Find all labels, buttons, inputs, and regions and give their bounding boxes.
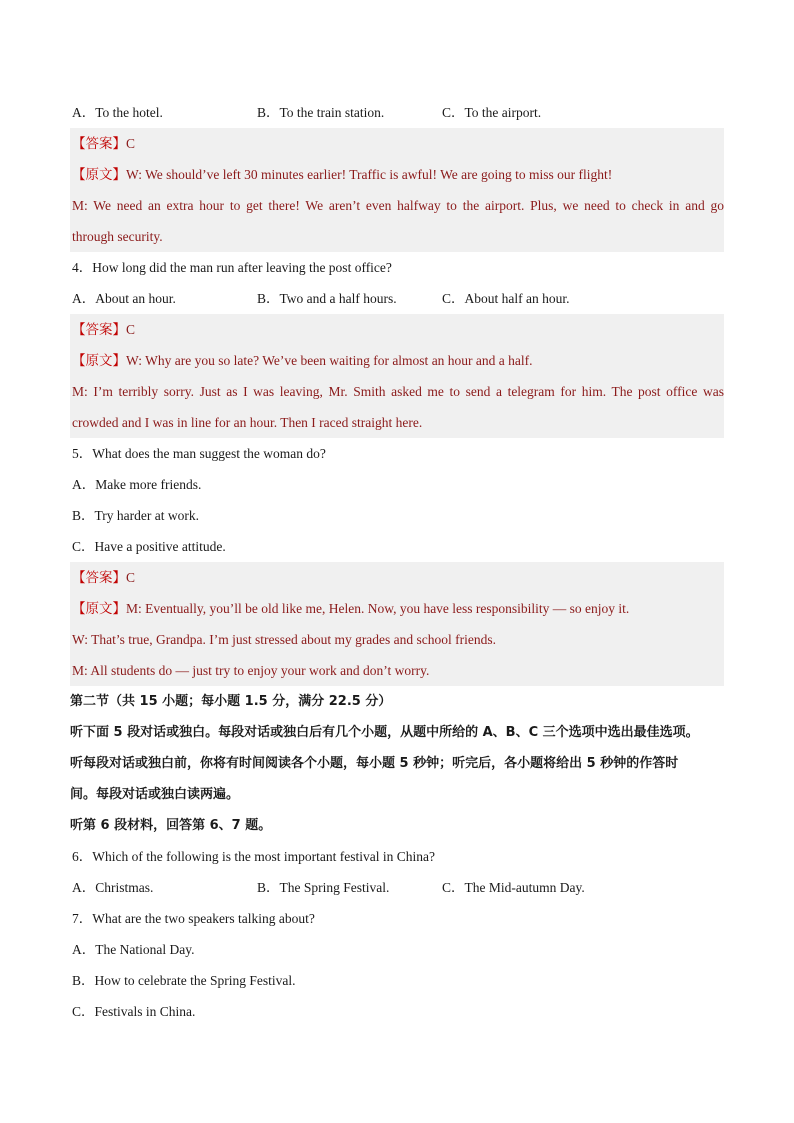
q3-answer	[70, 128, 724, 159]
transcript-text: M: Eventually, you’ll be old like me, Helen. Now, you have less responsibility — so enjoy it.	[126, 601, 630, 616]
q5-transcript-line: W: That’s true, Grandpa. I’m just stressed about my grades and school friends.	[70, 624, 724, 655]
option-a: A．Christmas.	[72, 880, 154, 895]
option-c: C．About half an hour.	[442, 291, 570, 306]
q3-transcript-line	[70, 159, 724, 190]
q6-question: 6．Which of the following is the most important festival in China?	[72, 849, 435, 864]
q7-question: 7．What are the two speakers talking about?	[72, 911, 315, 926]
option-c: C．Have a positive attitude.	[72, 539, 226, 554]
option-c: C．The Mid-autumn Day.	[442, 880, 585, 895]
answer-value: C	[126, 322, 136, 337]
answer-tag: 【答案】	[72, 136, 126, 151]
section-instructions-line: 听每段对话或独白前，你将有时间阅读各个小题，每小题 5 秒钟；听完后，各小题将给出 5 秒钟的作答时	[70, 756, 679, 771]
option-b: B．To the train station.	[257, 105, 385, 120]
q3-transcript-line: M: We need an extra hour to get there! We aren’t even halfway to the airport. Plus, we need to check in and go	[70, 190, 724, 221]
transcript-tag: 【原文】	[72, 601, 126, 616]
section-heading: 第二节（共 15 小题；每小题 1.5 分，满分 22.5 分）	[70, 694, 392, 709]
option-a: A．About an hour.	[72, 291, 176, 306]
answer-value: C	[126, 136, 136, 151]
option-b: B．Two and a half hours.	[257, 291, 397, 306]
option-c: C．Festivals in China.	[72, 1004, 196, 1019]
answer-tag: 【答案】	[72, 322, 126, 337]
q3-transcript-line: through security.	[70, 221, 724, 252]
option-a: A．The National Day.	[72, 942, 195, 957]
transcript-text: W: Why are you so late? We’ve been waiting for almost an hour and a half.	[126, 353, 533, 368]
q4-question: 4．How long did the man run after leaving the post office?	[72, 260, 392, 275]
option-c: C．To the airport.	[442, 105, 542, 120]
answer-tag: 【答案】	[72, 570, 126, 585]
option-b: B．How to celebrate the Spring Festival.	[72, 973, 296, 988]
q5-transcript-line	[70, 593, 724, 624]
q5-answer	[70, 562, 724, 593]
q6-options	[70, 872, 724, 903]
transcript-tag: 【原文】	[72, 167, 126, 182]
option-a: A．To the hotel.	[72, 105, 163, 120]
section-instructions-line: 间。每段对话或独白读两遍。	[70, 787, 240, 802]
q5-transcript-line: M: All students do — just try to enjoy your work and don’t worry.	[70, 655, 724, 686]
transcript-text: W: We should’ve left 30 minutes earlier! Traffic is awful! We are going to miss our flight!	[126, 167, 613, 182]
q4-transcript-line: crowded and I was in line for an hour. Then I raced straight here.	[70, 407, 724, 438]
transcript-tag: 【原文】	[72, 353, 126, 368]
option-b: B．The Spring Festival.	[257, 880, 390, 895]
section-instructions-line: 听下面 5 段对话或独白。每段对话或独白后有几个小题，从题中所给的 A、B、C 三个选项中选出最佳选项。	[70, 725, 699, 740]
q5-question: 5．What does the man suggest the woman do?	[72, 446, 326, 461]
q3-options	[70, 97, 724, 128]
answer-value: C	[126, 570, 136, 585]
q4-options	[70, 283, 724, 314]
material-heading: 听第 6 段材料，回答第 6、7 题。	[70, 818, 272, 833]
exam-page	[70, 97, 724, 1027]
option-b: B．Try harder at work.	[72, 508, 199, 523]
q4-answer	[70, 314, 724, 345]
q4-transcript-line: M: I’m terribly sorry. Just as I was leaving, Mr. Smith asked me to send a telegram for him. The post office was	[70, 376, 724, 407]
option-a: A．Make more friends.	[72, 477, 202, 492]
q4-transcript-line	[70, 345, 724, 376]
